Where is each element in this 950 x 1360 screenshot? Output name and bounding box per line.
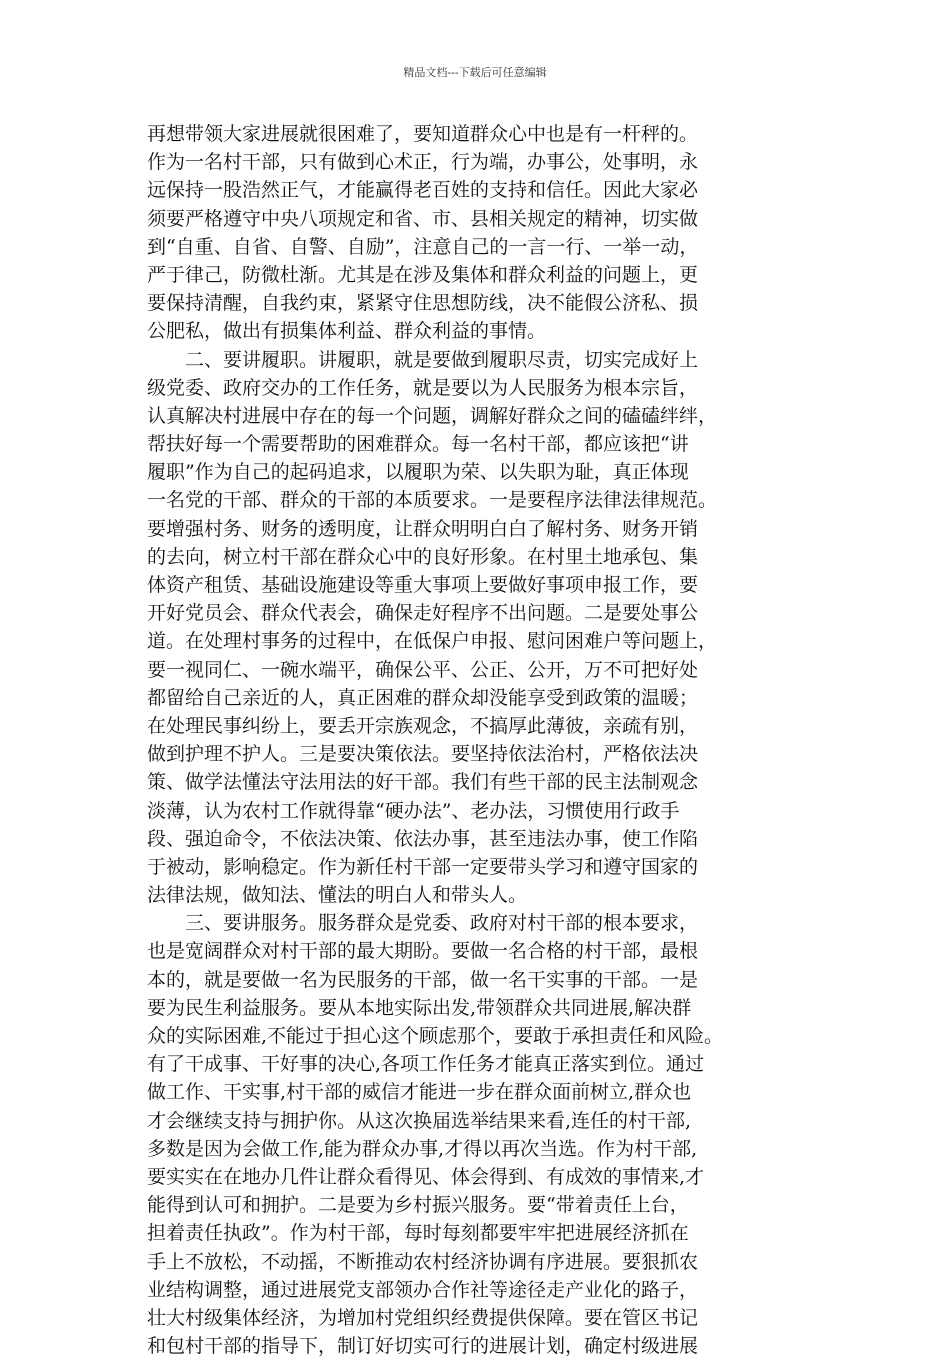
text-line: 能得到认可和拥护。二是要为乡村振兴服务。要“带着责任上台， (147, 1194, 689, 1217)
text-line: 要保持清醒，自我约束，紧紧守住思想防线，决不能假公济私、损 (147, 292, 699, 315)
text-line: 业结构调整，通过进展党支部领办合作社等途径走产业化的路子， (147, 1278, 699, 1301)
text-line: 有了干成事、干好事的决心,各项工作任务才能真正落实到位。通过 (147, 1053, 705, 1076)
text-line: 公肥私，做出有损集体利益、群众利益的事情。 (147, 320, 547, 343)
text-line: 远保持一股浩然正气，才能赢得老百姓的支持和信任。因此大家必 (147, 179, 699, 202)
text-line: 认真解决村进展中存在的每一个问题，调解好群众之间的磕磕绊绊， (147, 404, 718, 427)
text-line: 做工作、干实事,村干部的威信才能进一步在群众面前树立,群众也 (147, 1081, 692, 1104)
text-line: 道。在处理村事务的过程中，在低保户申报、慰问困难户等问题上， (147, 630, 718, 653)
text-line: 本的，就是要做一名为民服务的干部，做一名干实事的干部。一是 (147, 968, 699, 991)
document-body (147, 120, 812, 1360)
text-line: 要增强村务、财务的透明度，让群众明明白白了解村务、财务开销 (147, 517, 699, 540)
text-line: 也是宽阔群众对村干部的最大期盼。要做一名合格的村干部，最根 (147, 940, 699, 963)
text-line: 二、要讲履职。讲履职，就是要做到履职尽责，切实完成好上 (147, 348, 699, 371)
text-line: 做到护理不护人。三是要决策依法。要坚持依法治村，严格依法决 (147, 743, 699, 766)
text-line: 要一视同仁、一碗水端平，确保公平、公正、公开，万不可把好处 (147, 658, 699, 681)
text-line: 到“自重、自省、自警、自励”，注意自己的一言一行、一举一动， (147, 235, 699, 258)
text-line: 履职”作为自己的起码追求，以履职为荣、以失职为耻，真正体现 (147, 461, 689, 484)
text-line: 众的实际困难,不能过于担心这个顾虑那个，要敢于承担责任和风险。 (147, 1025, 724, 1047)
text-line: 须要严格遵守中央八项规定和省、市、县相关规定的精神，切实做 (147, 207, 699, 230)
page-header: 精品文档---下载后可任意编辑 (403, 66, 547, 79)
text-line: 淡薄，认为农村工作就得靠“硬办法”、老办法，习惯使用行政手 (147, 799, 680, 822)
text-line: 帮扶好每一个需要帮助的困难群众。每一名村干部，都应该把“讲 (147, 433, 689, 456)
text-line: 和包村干部的指导下，制订好切实可行的进展计划，确定村级进展 (147, 1335, 699, 1358)
text-line: 再想带领大家进展就很困难了，要知道群众心中也是有一杆秤的。 (147, 123, 699, 145)
text-line: 要为民生利益服务。要从本地实际出发,带领群众共同进展,解决群 (147, 996, 692, 1019)
text-line: 担着责任执政”。作为村干部，每时每刻都要牢牢把进展经济抓在 (147, 1222, 689, 1245)
text-line: 壮大村级集体经济，为增加村党组织经费提供保障。要在管区书记 (147, 1306, 699, 1329)
text-line: 法律法规，做知法、懂法的明白人和带头人。 (147, 884, 528, 907)
text-line: 多数是因为会做工作,能为群众办事,才得以再次当选。作为村干部, (147, 1137, 698, 1160)
text-line: 于被动，影响稳定。作为新任村干部一定要带头学习和遵守国家的 (147, 855, 699, 878)
text-line: 开好党员会、群众代表会，确保走好程序不出问题。二是要处事公 (147, 602, 699, 625)
text-line: 都留给自己亲近的人，真正困难的群众却没能享受到政策的温暖； (147, 686, 699, 709)
text-line: 才会继续支持与拥护你。从这次换届选举结果来看,连任的村干部, (147, 1109, 692, 1132)
text-line: 一名党的干部、群众的干部的本质要求。一是要程序法律法律规范。 (147, 489, 718, 512)
text-line: 手上不放松，不动摇，不断推动农村经济协调有序进展。要狠抓农 (147, 1250, 699, 1273)
text-line: 体资产租赁、基础设施建设等重大事项上要做好事项申报工作，要 (147, 574, 699, 596)
text-line: 的去向，树立村干部在群众心中的良好形象。在村里土地承包、集 (147, 545, 699, 568)
text-line: 在处理民事纠纷上，要丢开宗族观念，不搞厚此薄彼，亲疏有别， (147, 714, 699, 737)
text-line: 严于律己，防微杜渐。尤其是在涉及集体和群众利益的问题上，更 (147, 263, 699, 286)
text-line: 级党委、政府交办的工作任务，就是要以为人民服务为根本宗旨， (147, 376, 699, 399)
text-line: 作为一名村干部，只有做到心术正，行为端，办事公，处事明，永 (147, 151, 699, 174)
text-line: 段、强迫命令，不依法决策、依法办事，甚至违法办事，使工作陷 (147, 827, 699, 850)
text-line: 要实实在在地办几件让群众看得见、体会得到、有成效的事情来,才 (147, 1165, 705, 1188)
text-line: 策、做学法懂法守法用法的好干部。我们有些干部的民主法制观念 (147, 771, 699, 794)
text-line: 三、要讲服务。服务群众是党委、政府对村干部的根本要求， (147, 912, 699, 935)
